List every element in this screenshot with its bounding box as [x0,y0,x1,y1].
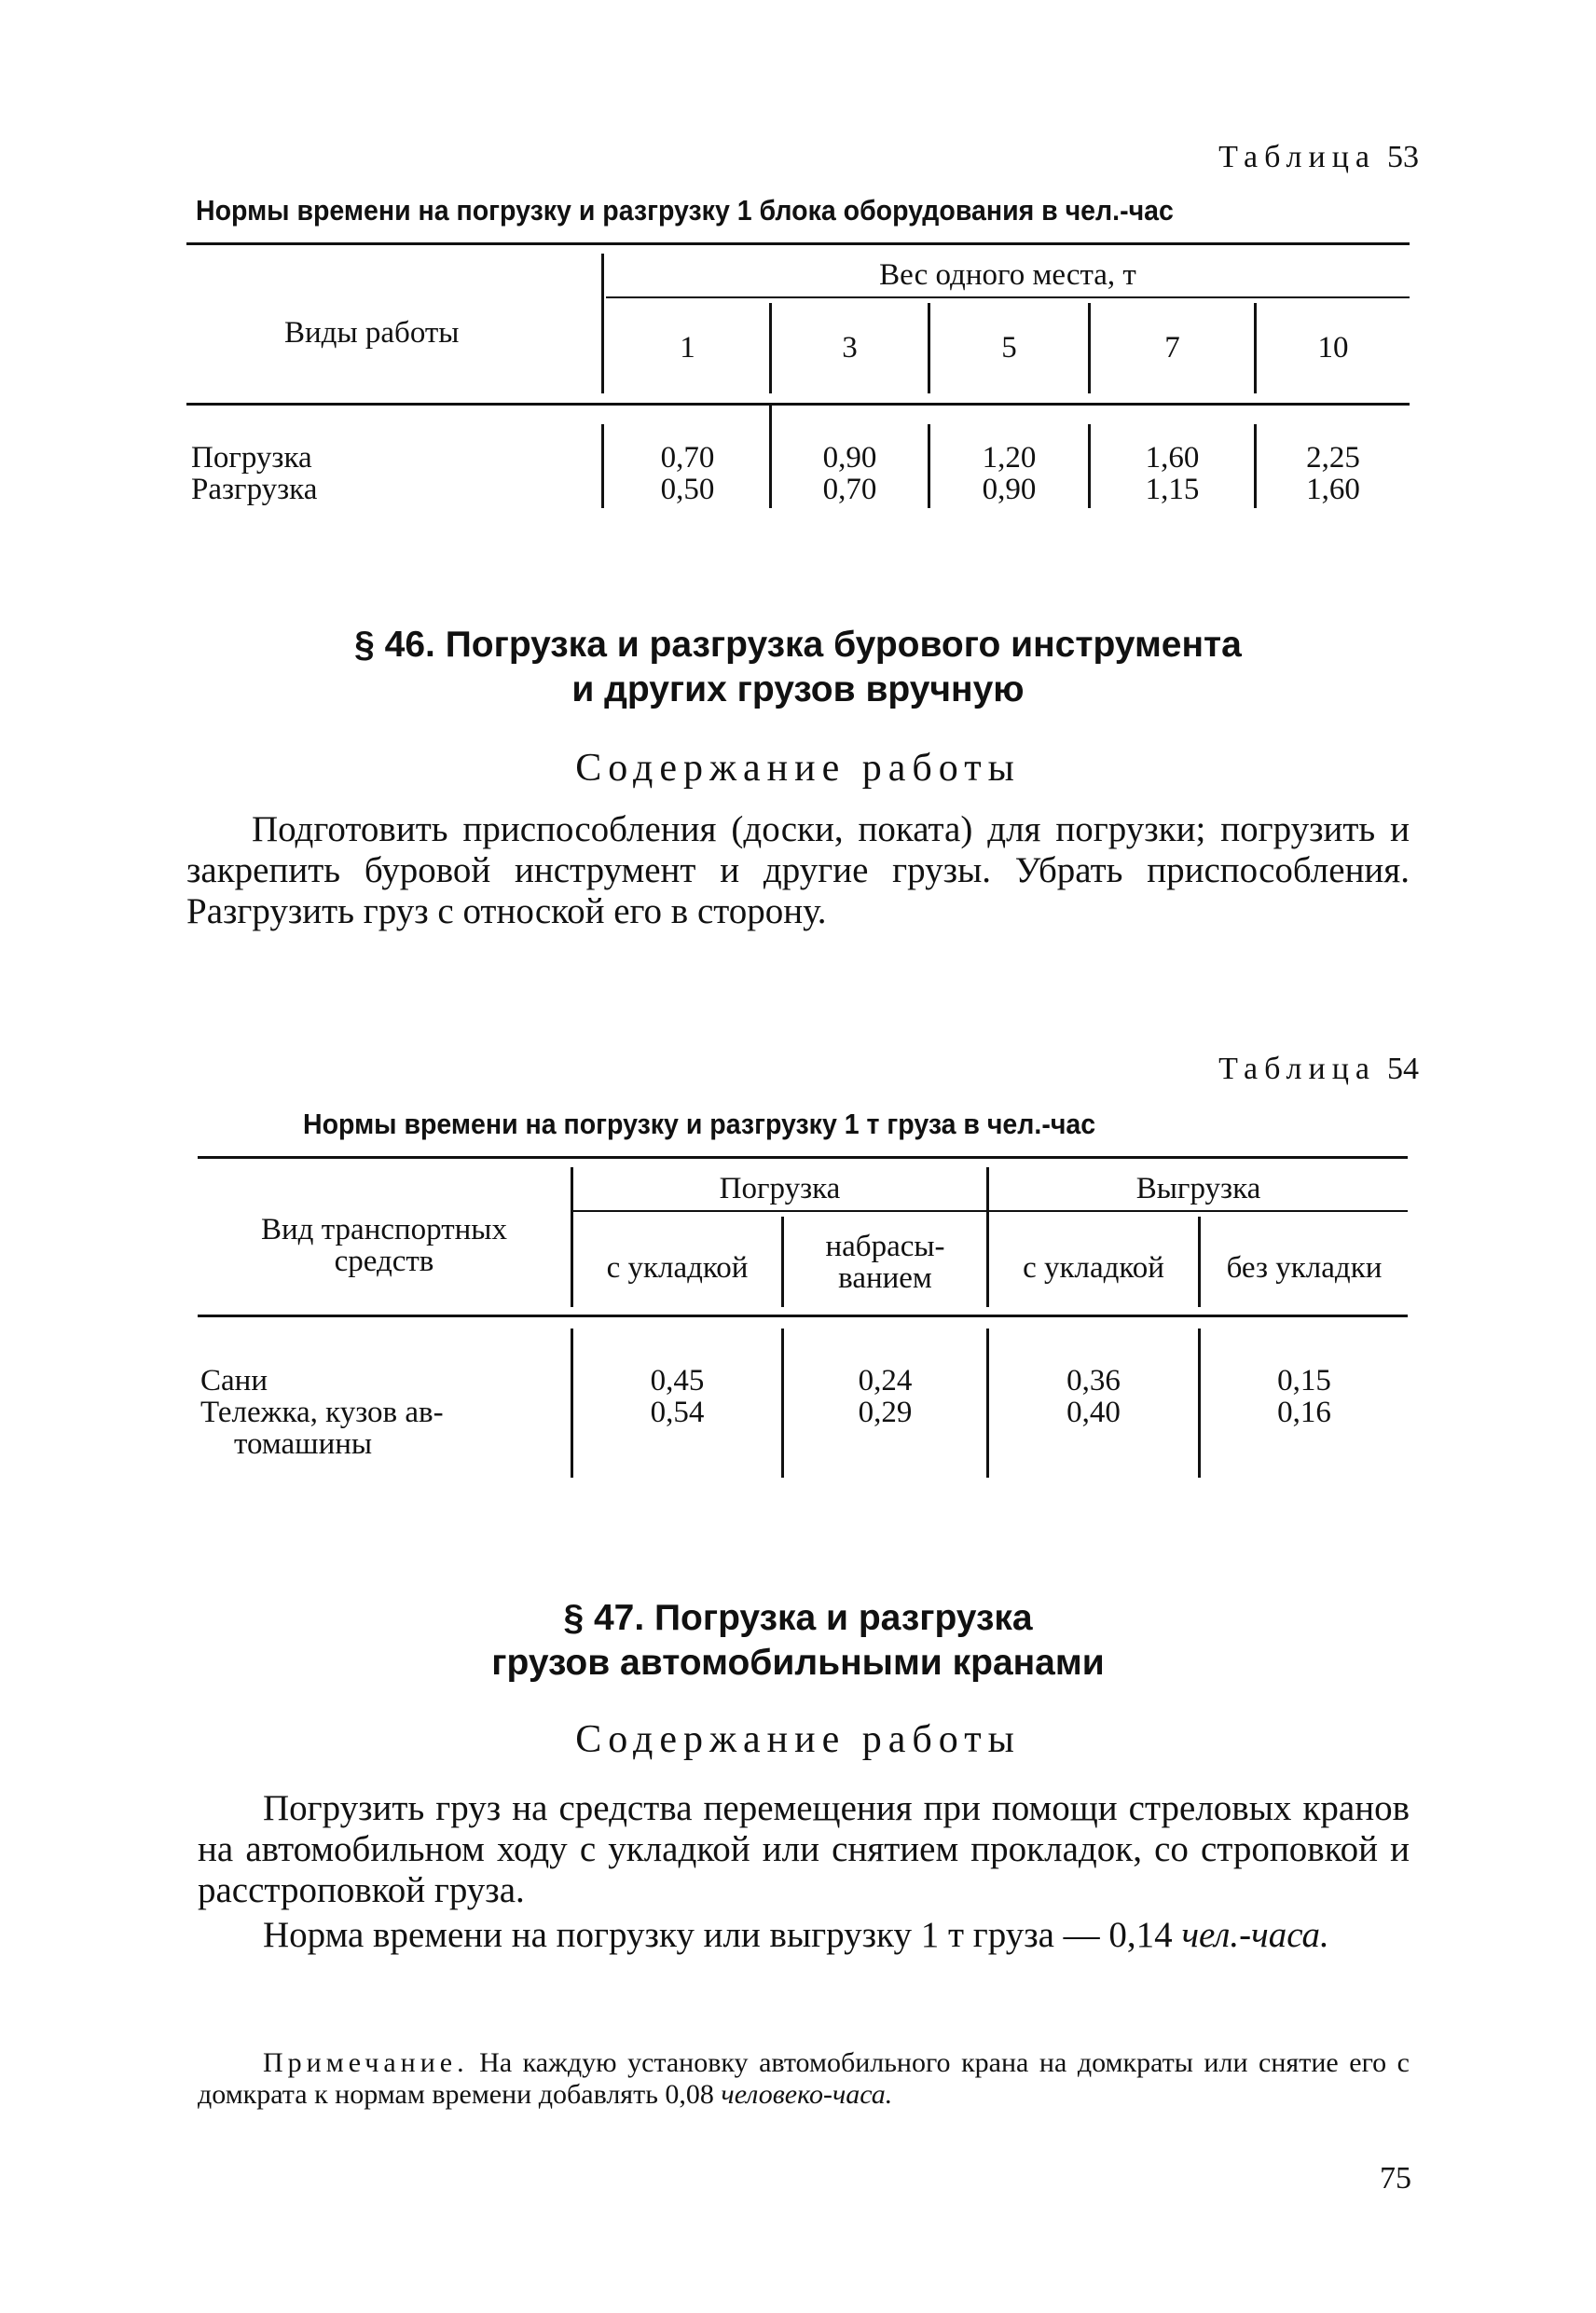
table53-title: Нормы времени на погрузку и разгрузку 1 блока оборудования в чел.-час [196,194,1174,227]
section47-paragraph2-unit: чел.-часа. [1181,1915,1329,1955]
table53-col-header: 3 [842,331,858,365]
table53-vrule [601,424,604,508]
table54-group-header: Погрузка [719,1172,841,1205]
table53-cell: 1,60 [1145,441,1200,475]
table53-cell: 0,50 [660,473,715,506]
section47-title [186,1596,1410,1686]
section47-paragraph1: Погрузить груз на средства перемещения при помощи стреловых кранов на автомобильном ходу с укладкой или снятием прокладок, со строповкой и расстроповкой груза. [198,1788,1410,1910]
section47-title-line: § 47. Погрузка и разгрузка [563,1598,1033,1638]
table54-sub-header [784,1231,986,1294]
table54-label-word: Таблица [1218,1052,1376,1086]
table53-group-rule [606,296,1410,298]
table53-label [1218,140,1419,175]
table54-cell: 0,45 [650,1364,705,1397]
table53-cell: 1,20 [982,441,1037,475]
section46-title-line: и других грузов вручную [571,669,1025,709]
table54-sub-header: с укладкой [606,1251,749,1285]
table54-row-label-line: Тележка, кузов ав- [200,1396,444,1429]
section47-paragraph2 [198,1915,1410,1956]
table53-cell: 0,90 [982,473,1037,506]
table54-label [1218,1052,1419,1087]
table54-cell: 0,29 [858,1396,913,1429]
table53-cell: 0,70 [822,473,877,506]
table53-col-header: 10 [1317,331,1349,365]
section46-title [186,623,1410,712]
table54-row-label-line: томашины [234,1427,373,1461]
table54-cell: 0,16 [1277,1396,1331,1429]
note-text: На каждую установку автомобильного крана на домкраты или снятие его с домкрата к нормам времени добавлять 0,08 [198,2047,1410,2110]
table54-row-header-line: средств [334,1245,434,1278]
section47-content-heading: Содержание работы [575,1718,1021,1761]
table53-vrule [601,254,604,393]
table53-group-header: Вес одного места, т [879,258,1136,292]
section47-title-line: грузов автомобильными кранами [491,1643,1105,1683]
table54-top-rule [198,1156,1408,1159]
table54-group-header: Выгрузка [1135,1172,1261,1205]
table54-row-header [198,1214,571,1277]
table54-sub-header: без укладки [1226,1251,1383,1285]
table54-number: 54 [1387,1052,1419,1086]
table53-cell: 1,15 [1145,473,1200,506]
table54-row-header-line: Вид транспортных [261,1213,507,1246]
table53-cell: 1,60 [1306,473,1360,506]
table54-row-label: Сани [200,1364,268,1397]
table53-cell: 2,25 [1306,441,1360,475]
table53-col-header: 1 [680,331,695,365]
table54-cell: 0,15 [1277,1364,1331,1397]
section46-title-line: § 46. Погрузка и разгрузка бурового инструмента [354,625,1242,665]
page-number: 75 [1380,2161,1411,2196]
table54-sub-header: с укладкой [1023,1251,1164,1285]
table53-row-header: Виды работы [284,316,460,350]
table53-row-label: Погрузка [191,441,312,475]
table54-cell: 0,24 [858,1364,913,1397]
table53-col-header: 7 [1164,331,1180,365]
table53-label-word: Таблица [1218,140,1376,174]
table54-sub-header-line: ванием [838,1261,932,1295]
table53-header-rule [186,403,1410,406]
note-label: Примечание. [263,2047,469,2078]
table54-cell: 0,54 [650,1396,705,1429]
table53-cell: 0,90 [822,441,877,475]
table54-group-rule [573,1210,1408,1212]
table53-cell: 0,70 [660,441,715,475]
table54-sub-header-line: набрасы- [825,1230,945,1263]
section47-paragraph2-text: Норма времени на погрузку или выгрузку 1 т груза — 0,14 [263,1915,1182,1955]
section46-paragraph: Подготовить приспособления (доски, поката) для погрузки; погрузить и закрепить буровой инструмент и другие грузы. Убрать приспособления. Разгрузить груз с отноской его в сторону. [186,809,1410,931]
table53-number: 53 [1387,140,1419,174]
note-unit: человеко-часа. [721,2079,893,2110]
section46-content-heading: Содержание работы [575,747,1021,790]
table53-top-rule [186,242,1410,245]
note [198,2047,1410,2111]
table54-cell: 0,40 [1066,1396,1121,1429]
table53-row-label: Разгрузка [191,473,318,506]
table54-cell: 0,36 [1066,1364,1121,1397]
table54-header-rule [198,1315,1408,1317]
table53-col-header: 5 [1001,331,1017,365]
table54-title: Нормы времени на погрузку и разгрузку 1 т груза в чел.-час [303,1108,1096,1140]
table54-row-label [200,1397,444,1460]
